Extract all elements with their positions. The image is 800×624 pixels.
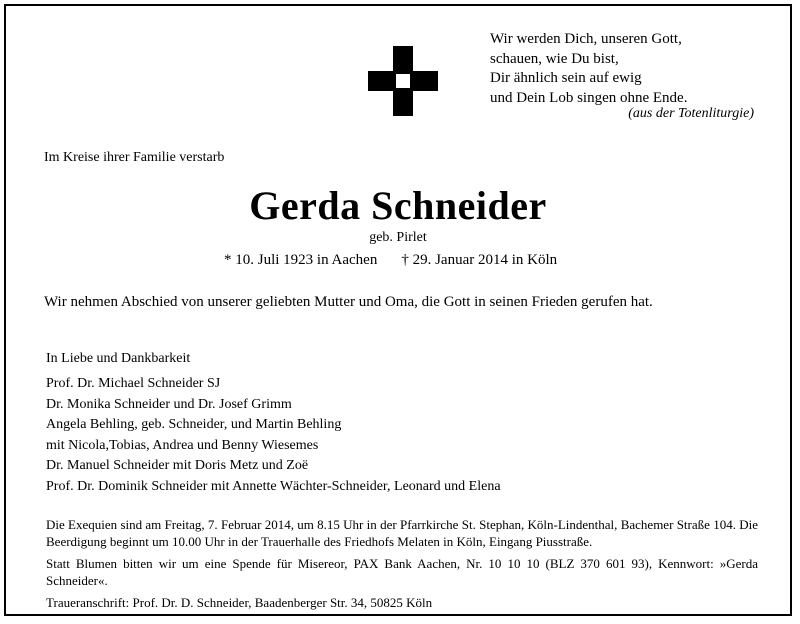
mourning-address: Traueranschrift: Prof. Dr. D. Schneider, Baadenberger Str. 34, 50825 Köln	[46, 595, 433, 610]
verse-line: und Dein Lob singen ohne Ende.	[490, 89, 688, 106]
deceased-name: Gerda Schneider	[249, 183, 547, 228]
donation-text: Statt Blumen bitten wir um eine Spende für Misereor, PAX Bank Aachen, Nr. 10 10 10 (BLZ 370 601 93), Kennwort: »Gerda Schneider«.	[46, 556, 758, 588]
verse-source: (aus der Totenliturgie)	[628, 106, 754, 121]
obituary-notice	[4, 4, 792, 616]
verse-line: Wir werden Dich, unseren Gott,	[490, 31, 682, 47]
mourner: Dr. Monika Schneider und Dr. Josef Grimm	[46, 396, 292, 412]
intro-text: Im Kreise ihrer Familie verstarb	[44, 150, 225, 165]
verse-line: schauen, wie Du bist,	[490, 50, 619, 67]
mourners-list	[46, 374, 501, 497]
mourner: Prof. Dr. Dominik Schneider mit Annette Wächter-Schneider, Leonard und Elena	[46, 478, 501, 494]
birth-date: * 10. Juli 1923 in Aachen	[224, 252, 378, 268]
exequies-text: Die Exequien sind am Freitag, 7. Februar 2014, um 8.15 Uhr in der Pfarrkirche St. Stephan, Köln-Lindenthal, Bachemer Straße 104. Die Beerdigung beginnt um 10.00 Uhr in der Trauerhalle des Friedhofs Melaten in Köln, Eingang Piusstraße.	[46, 517, 758, 549]
death-date: † 29. Januar 2014 in Köln	[401, 252, 558, 268]
funeral-info	[46, 516, 758, 616]
mourner: Prof. Dr. Michael Schneider SJ	[46, 376, 221, 391]
life-dates	[224, 252, 557, 269]
birth-name: geb. Pirlet	[369, 230, 427, 245]
mourner: mit Nicola,Tobias, Andrea und Benny Wiesemes	[46, 437, 319, 453]
verse-line: Dir ähnlich sein auf ewig	[490, 70, 642, 86]
closing-text: In Liebe und Dankbarkeit	[46, 351, 191, 366]
verse	[490, 30, 687, 108]
cross-icon	[368, 46, 438, 116]
mourner: Dr. Manuel Schneider mit Doris Metz und Zoë	[46, 458, 309, 473]
farewell-text: Wir nehmen Abschied von unserer geliebten Mutter und Oma, die Gott in seinen Frieden gerufen hat.	[44, 294, 653, 310]
mourner: Angela Behling, geb. Schneider, und Martin Behling	[46, 417, 342, 432]
